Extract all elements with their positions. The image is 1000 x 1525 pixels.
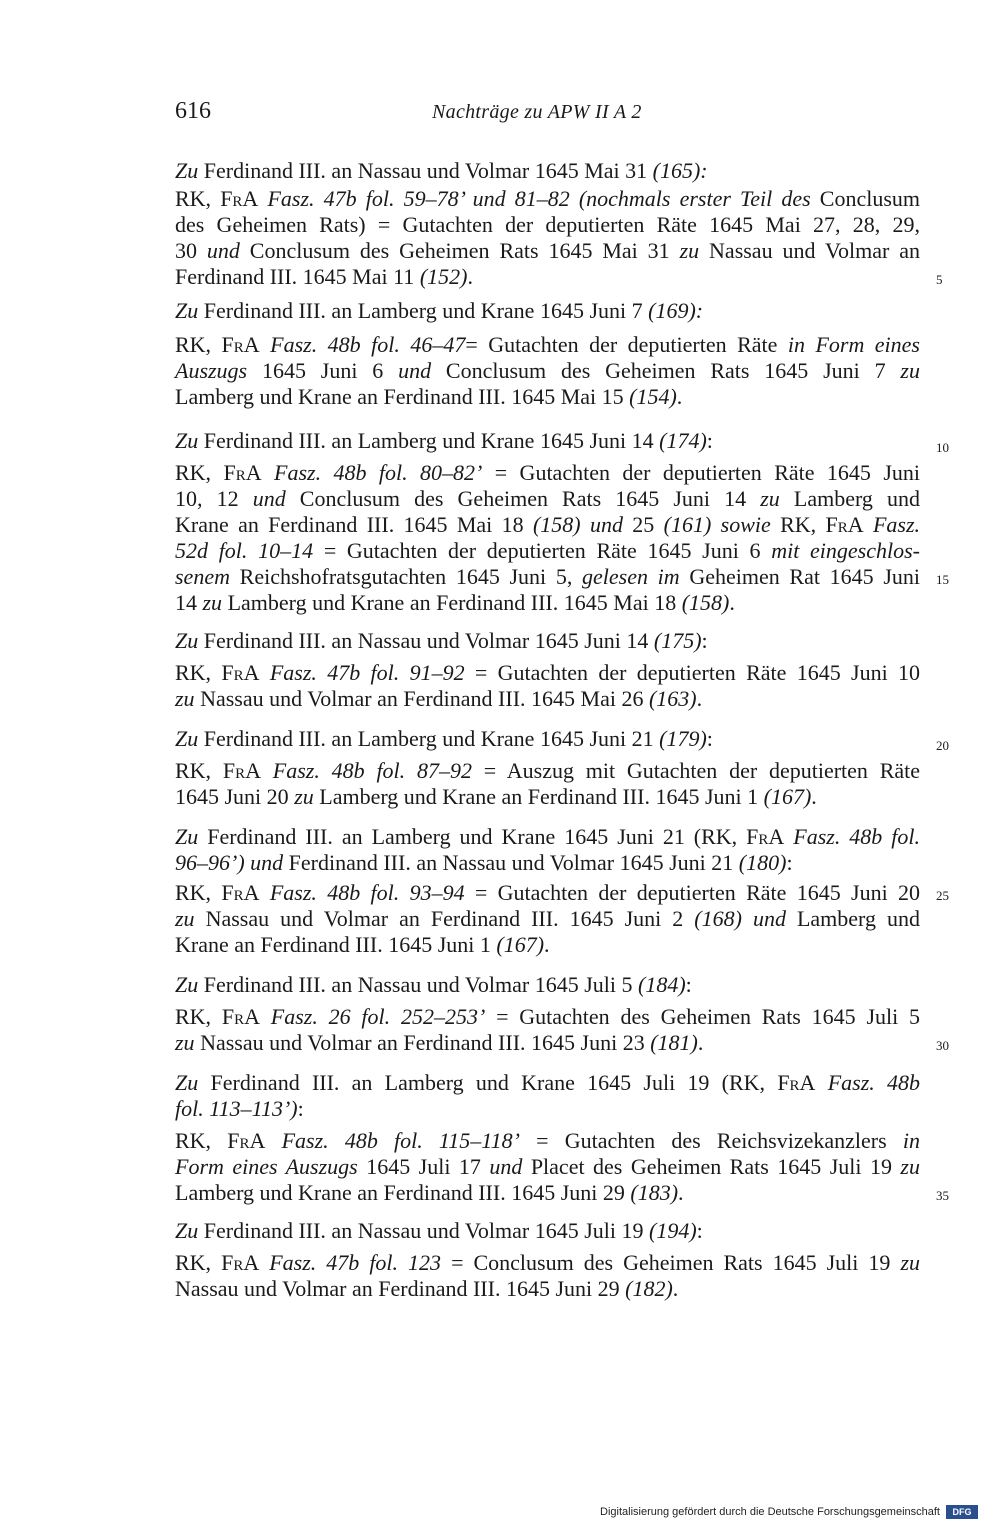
small-caps-text: FrA <box>222 758 261 783</box>
text: des Geheimen Rats) = Gutachten der deputierten Räte 1645 Mai 27, 28, 29, <box>175 212 920 237</box>
italic-text: (179) <box>659 726 707 751</box>
italic-text: Fasz. 48b fol. 87–92 <box>272 758 472 783</box>
text: 1645 Juni 6 <box>247 358 399 383</box>
line-number: 5 <box>936 272 943 287</box>
italic-text: Zu <box>175 1070 199 1095</box>
italic-text: zu <box>679 238 700 263</box>
italic-text: in Form eines <box>787 332 920 357</box>
italic-text: senem <box>175 564 230 589</box>
text: Reichshofratsgutachten 1645 Juni 5, <box>229 564 583 589</box>
italic-text: zu <box>760 486 780 511</box>
text-line <box>175 1030 703 1056</box>
text-line <box>175 850 793 876</box>
text-line <box>175 564 920 590</box>
italic-text: Fasz. 48b fol. 93–94 <box>269 880 465 905</box>
italic-text: Fasz. 47b fol. 123 <box>269 1250 442 1275</box>
text: 1645 Juni 20 <box>175 784 295 809</box>
text-line <box>175 298 703 324</box>
line-number: 35 <box>936 1188 949 1203</box>
text-line <box>175 460 920 486</box>
text: . <box>544 932 550 957</box>
text-line <box>175 332 920 358</box>
italic-text: Auszugs <box>175 358 248 383</box>
text: Ferdinand III. an Lamberg und Krane 1645 Juni 7 <box>198 298 649 323</box>
text: : <box>696 1218 703 1243</box>
text-line <box>175 428 713 454</box>
text: RK, <box>175 332 222 357</box>
text: : <box>706 726 713 751</box>
italic-text: (184) <box>638 972 686 997</box>
italic-text: und <box>206 238 240 263</box>
text: . <box>672 1276 679 1301</box>
text: Conclusum des Geheimen Rats 1645 Mai 31 <box>239 238 680 263</box>
italic-text: (183) <box>630 1180 679 1205</box>
text: : <box>297 1096 304 1121</box>
text: Krane an Ferdinand III. 1645 Mai 18 <box>175 512 533 537</box>
italic-text: (167) <box>763 784 812 809</box>
text-line <box>175 486 920 512</box>
digitization-credit: Digitalisierung gefördert durch die Deutsche Forschungsgemeinschaft <box>600 1506 940 1518</box>
text: : <box>701 628 708 653</box>
italic-text: Fasz. 48b fol. 46–47 <box>270 332 466 357</box>
text: Lamberg und <box>785 906 920 931</box>
text: . <box>678 1180 684 1205</box>
italic-text: (194) <box>649 1218 697 1243</box>
text-line <box>175 1276 678 1302</box>
italic-text: (181) <box>650 1030 698 1055</box>
italic-text: Zu <box>175 1218 199 1243</box>
text-line <box>175 384 682 410</box>
text: = Auszug mit Gutachten der deputierten Räte <box>471 758 921 783</box>
text: = Gutachten der deputierten Räte 1645 Juni 6 <box>313 538 772 563</box>
italic-text: Zu <box>175 158 199 183</box>
italic-text: zu <box>175 906 195 931</box>
text: 25 <box>622 512 664 537</box>
italic-text: Zu <box>175 824 199 849</box>
text-line <box>175 880 920 906</box>
italic-text: Fasz. 26 fol. 252–253’ <box>270 1004 486 1029</box>
text: Nassau und Volmar an Ferdinand III. 1645 Mai 26 <box>194 686 649 711</box>
running-head: Nachträge zu APW II A 2 <box>432 101 642 123</box>
text: Placet des Geheimen Rats 1645 Juli 19 <box>522 1154 901 1179</box>
text: = Gutachten des Geheimen Rats 1645 Juli 5 <box>485 1004 921 1029</box>
small-caps-text: FrA <box>223 460 262 485</box>
text <box>260 332 270 357</box>
text: Geheimen Rat 1645 Juni <box>679 564 920 589</box>
text: Conclusum <box>810 186 921 211</box>
italic-text: (180) <box>738 850 787 875</box>
page-number: 616 <box>175 98 211 124</box>
text-line <box>175 686 702 712</box>
line-number: 30 <box>936 1038 949 1053</box>
text-line <box>175 660 920 686</box>
text-line <box>175 264 473 290</box>
text-line <box>175 1096 304 1122</box>
italic-text: zu <box>202 590 223 615</box>
italic-text: Form eines Auszugs <box>175 1154 358 1179</box>
text: RK, <box>175 1128 228 1153</box>
text-line <box>175 1218 703 1244</box>
text: Lamberg und <box>779 486 921 511</box>
line-number: 15 <box>936 572 949 587</box>
italic-text: Fasz. 47b fol. 59–78’ und 81–82 (nochmals erster Teil des <box>267 186 811 211</box>
text <box>260 660 270 685</box>
text: Ferdinand III. an Lamberg und Krane 1645 Juli 19 (RK, <box>198 1070 778 1095</box>
text <box>265 1128 281 1153</box>
italic-text: (152) <box>419 264 468 289</box>
text: Krane an Ferdinand III. 1645 Juni 1 <box>175 932 497 957</box>
italic-text: (169): <box>648 298 704 323</box>
text-line <box>175 824 920 850</box>
italic-text: Fasz. 48b <box>827 1070 921 1095</box>
text <box>260 880 270 905</box>
text: Lamberg und Krane an Ferdinand III. 1645 Juni 1 <box>313 784 764 809</box>
text <box>260 1004 271 1029</box>
text: 1645 Juli 17 <box>357 1154 490 1179</box>
text-line <box>175 512 920 538</box>
text: = Gutachten der deputierten Räte 1645 Juni 10 <box>464 660 921 685</box>
text: = Conclusum des Geheimen Rats 1645 Juli 19 <box>441 1250 901 1275</box>
text: 30 <box>175 238 207 263</box>
text-line <box>175 1004 920 1030</box>
text: RK, <box>175 758 223 783</box>
text-line <box>175 1128 920 1154</box>
text: Ferdinand III. an Lamberg und Krane 1645 Juni 14 <box>198 428 660 453</box>
italic-text: Fasz. <box>872 512 921 537</box>
small-caps-text: FrA <box>221 660 260 685</box>
italic-text: und <box>489 1154 523 1179</box>
text <box>864 512 873 537</box>
dfg-logo: DFG <box>946 1505 978 1519</box>
italic-text: und <box>398 358 432 383</box>
text: 14 <box>175 590 203 615</box>
text-line <box>175 906 920 932</box>
text: Nassau und Volmar an Ferdinand III. 1645 Juni 29 <box>175 1276 626 1301</box>
italic-text: zu <box>175 686 195 711</box>
italic-text: Zu <box>175 628 199 653</box>
small-caps-text: FrA <box>825 512 864 537</box>
text: = Gutachten des Reichsvizekanzlers <box>519 1128 903 1153</box>
italic-text: (163) <box>648 686 697 711</box>
italic-text: zu <box>900 358 920 383</box>
italic-text: zu <box>900 1154 920 1179</box>
italic-text: zu <box>294 784 314 809</box>
italic-text: Zu <box>175 298 199 323</box>
text: : <box>786 850 793 875</box>
small-caps-text: FrA <box>227 1128 266 1153</box>
text: . <box>811 784 817 809</box>
italic-text: (174) <box>659 428 707 453</box>
text: Ferdinand III. an Nassau und Volmar 1645 Juli 19 <box>198 1218 649 1243</box>
small-caps-text: FrA <box>746 824 785 849</box>
italic-text: Zu <box>175 972 199 997</box>
text: = Gutachten der deputierten Räte 1645 Juni <box>482 460 921 485</box>
small-caps-text: FrA <box>221 1004 260 1029</box>
text-line <box>175 238 920 264</box>
text: Nassau und Volmar an <box>699 238 920 263</box>
italic-text: (167) <box>496 932 545 957</box>
text: = Gutachten der deputierten Räte 1645 Juni 20 <box>464 880 921 905</box>
text-line <box>175 186 920 212</box>
text: . <box>676 384 683 409</box>
text-line <box>175 628 708 654</box>
italic-text: Zu <box>175 726 199 751</box>
italic-text: (165): <box>652 158 708 183</box>
text: Nassau und Volmar an Ferdinand III. 1645 Juni 23 <box>194 1030 651 1055</box>
text-line <box>175 1250 920 1276</box>
italic-text: (158) und <box>532 512 623 537</box>
italic-text: (154) <box>629 384 677 409</box>
text: RK, <box>175 1250 222 1275</box>
text-line <box>175 726 713 752</box>
text: . <box>467 264 473 289</box>
small-caps-text: FrA <box>221 880 260 905</box>
text <box>261 758 273 783</box>
text-line <box>175 1180 684 1206</box>
text: RK, <box>175 660 222 685</box>
text: Ferdinand III. 1645 Mai 11 <box>175 264 420 289</box>
line-number: 10 <box>936 440 949 455</box>
text: : <box>685 972 692 997</box>
text <box>262 460 274 485</box>
text: Ferdinand III. an Nassau und Volmar 1645 Juni 14 <box>198 628 654 653</box>
text: . <box>729 590 735 615</box>
text: . <box>697 1030 704 1055</box>
text: Nassau und Volmar an Ferdinand III. 1645 Juni 2 <box>194 906 695 931</box>
text: Conclusum des Geheimen Rats 1645 Juni 14 <box>285 486 761 511</box>
text-line <box>175 758 920 784</box>
italic-text: (182) <box>625 1276 673 1301</box>
text: Conclusum des Geheimen Rats 1645 Juni 7 <box>431 358 901 383</box>
italic-text: mit eingeschlos- <box>771 538 920 563</box>
italic-text: (168) und <box>694 906 786 931</box>
text-line <box>175 932 550 958</box>
text: . <box>696 686 703 711</box>
italic-text: 52d fol. 10–14 <box>175 538 314 563</box>
text-line <box>175 358 920 384</box>
text <box>815 1070 827 1095</box>
line-number: 20 <box>936 738 949 753</box>
text-line <box>175 1154 920 1180</box>
italic-text: (175) <box>653 628 702 653</box>
line-number: 25 <box>936 888 949 903</box>
italic-text: Fasz. 47b fol. 91–92 <box>269 660 465 685</box>
italic-text: Fasz. 48b fol. 80–82’ <box>274 460 483 485</box>
text <box>784 824 793 849</box>
text: RK, <box>175 460 224 485</box>
text: Ferdinand III. an Nassau und Volmar 1645 Juli 5 <box>198 972 638 997</box>
text-line <box>175 212 920 238</box>
text-line <box>175 784 817 810</box>
italic-text: (158) <box>681 590 730 615</box>
small-caps-text: FrA <box>221 1250 260 1275</box>
text: 10, 12 <box>175 486 253 511</box>
italic-text: 96–96’) und <box>175 850 284 875</box>
italic-text: Zu <box>175 428 199 453</box>
small-caps-text: FrA <box>221 332 260 357</box>
text: RK, <box>175 186 221 211</box>
text: Lamberg und Krane an Ferdinand III. 1645 Juni 29 <box>175 1180 631 1205</box>
small-caps-text: FrA <box>220 186 259 211</box>
italic-text: gelesen im <box>582 564 680 589</box>
italic-text: (161) sowie <box>663 512 771 537</box>
text-line <box>175 972 692 998</box>
italic-text: zu <box>900 1250 920 1275</box>
italic-text: und <box>252 486 286 511</box>
text: Ferdinand III. an Lamberg und Krane 1645 Juni 21 <box>198 726 660 751</box>
text: RK, <box>770 512 826 537</box>
text <box>259 1250 269 1275</box>
italic-text: in <box>902 1128 920 1153</box>
italic-text: Fasz. 48b fol. 115–118’ <box>281 1128 520 1153</box>
text-line <box>175 158 708 184</box>
text: RK, <box>175 1004 222 1029</box>
text-line <box>175 538 920 564</box>
text: RK, <box>175 880 222 905</box>
italic-text: Fasz. 48b fol. <box>793 824 920 849</box>
italic-text: zu <box>175 1030 195 1055</box>
text: Ferdinand III. an Nassau und Volmar 1645 Juni 21 <box>283 850 739 875</box>
text: Ferdinand III. an Nassau und Volmar 1645 Mai 31 <box>198 158 653 183</box>
text: = Gutachten der deputierten Räte <box>465 332 788 357</box>
italic-text: fol. 113–113’) <box>175 1096 298 1121</box>
text: Lamberg und Krane an Ferdinand III. 1645 Mai 18 <box>222 590 682 615</box>
small-caps-text: FrA <box>777 1070 816 1095</box>
text-line <box>175 1070 920 1096</box>
text: : <box>706 428 713 453</box>
text: Ferdinand III. an Lamberg und Krane 1645 Juni 21 (RK, <box>198 824 747 849</box>
text: Lamberg und Krane an Ferdinand III. 1645 Mai 15 <box>175 384 630 409</box>
text-line <box>175 590 735 616</box>
